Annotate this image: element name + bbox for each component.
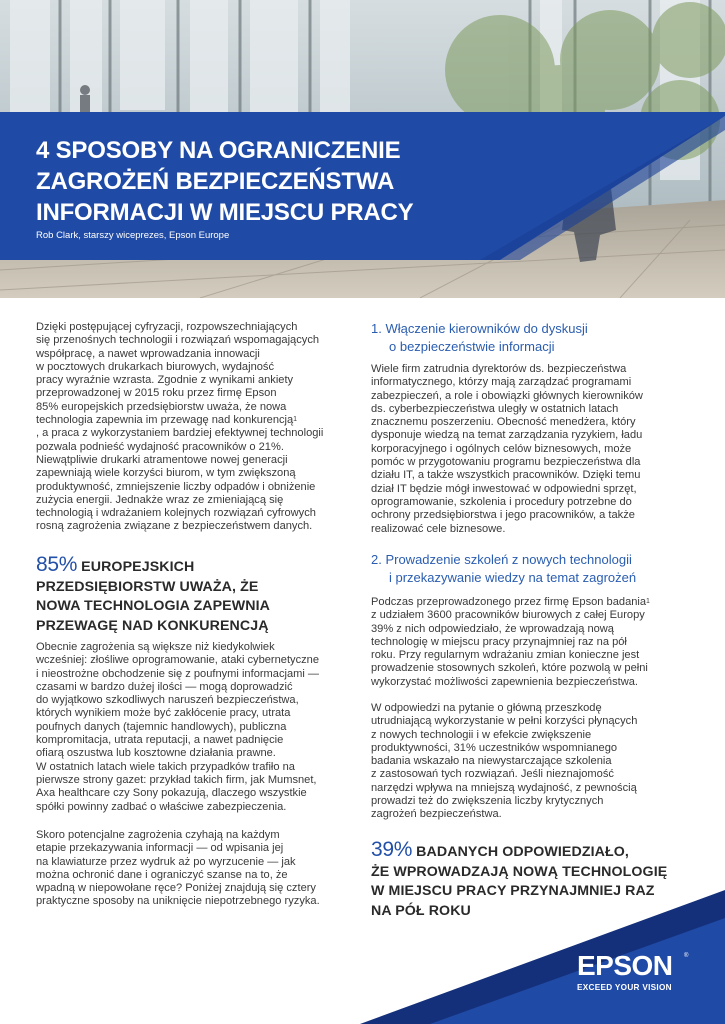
section-2-heading [371, 551, 636, 587]
author-byline: Rob Clark, starszy wiceprezes, Epson Europe [36, 230, 230, 241]
text-line: prowadzenie stosownych szkoleń, które pozwolą w pełni [371, 662, 648, 675]
section-2-paragraph-2 [371, 702, 689, 822]
text-line: 39% z nich odpowiedziało, że wprowadzają nową [371, 622, 614, 635]
callout-line: NA PÓŁ ROKU [371, 902, 471, 919]
text-line: i nieostrożne obchodzenie się z poufnymi informacjami — [36, 667, 320, 680]
intro-paragraph [36, 321, 354, 534]
text-line: produktywność, zmniejszenie liczby odpadów i obniżenie [36, 480, 316, 493]
text-line: działu IT, a także wszystkich pracowników. Dzięki temu [371, 469, 641, 482]
text-line: pozwala podnieść wydajność pracowników o 21%. [36, 440, 284, 453]
page-title [36, 135, 476, 228]
text-line: z nowych technologii i w efekcie zwiększenie [371, 728, 592, 741]
footnote-marker: 1 [646, 598, 650, 605]
text-line: z zastosowań tych rozwiązań. Jeśli nieznajomość [371, 768, 614, 781]
text-line: ochrony przedsiębiorstwa i jego pracowników, a także [371, 509, 635, 522]
text-line: praktyczne sposoby na uniknięcie niepotrzebnego ryzyka. [36, 895, 320, 908]
text-line: roku. Przy regularnym wdrażaniu zmian konieczne jest [371, 649, 640, 662]
text-line: wpadną w niepowołane ręce? Poniżej znajdują się cztery [36, 882, 316, 895]
section-2-paragraph-1 [371, 596, 689, 689]
text-line: Obecnie zagrożenia są większe niż kiedykolwiek [36, 641, 275, 653]
text-line: informatycznego, którzy mają zarządzać programami [371, 376, 632, 389]
text-line: się przenośnych technologii i rozwiązań wspomagających [36, 334, 320, 347]
text-line: utrudniającą wykorzystanie w pełni korzyści płynących [371, 715, 638, 728]
text-line: ofiarą oszustwa lub kosztowne działania prawne. [36, 747, 276, 760]
text-line: oprogramowanie, szkolenia i procedury potrzebne do [371, 495, 632, 508]
text-line: przeprowadzonej w 2015 roku przez firmę Epson [36, 387, 277, 400]
callout-text: EUROPEJSKICH [77, 559, 195, 575]
text-line: zabezpieczeń, a role i obowiązki głównych kierowników [371, 389, 643, 402]
title-line: ZAGROŻEŃ BEZPIECZEŃSTWA [36, 168, 395, 195]
text-line: których wynikiem może być zakłócenie pracy, utrata [36, 707, 291, 720]
text-line: wykorzystać możliwości zapewnienia bezpieczeństwa. [371, 675, 638, 688]
heading-line: o bezpieczeństwie informacji [389, 339, 555, 354]
text-line: W odpowiedzi na pytanie o główną przeszkodę [371, 702, 602, 714]
text-line: produktywności, 31% uczestników wspomnianego [371, 741, 618, 754]
text-line: ds. cyberbezpieczeństwa uległy w ostatnich latach [371, 402, 619, 415]
text-line: zużycia energii. Jednakże wraz ze zmieniającą się [36, 493, 284, 506]
text-line: wcześniej: złośliwe oprogramowanie, ataki cybernetyczne [36, 654, 320, 667]
text-line: spółki powinny zadbać o właściwe zabezpieczenia. [36, 800, 287, 813]
text-line: z udziałem 3600 pracowników biurowych z całej Europy [371, 609, 645, 622]
text-line: 85% europejskich przedsiębiorstw uważa, że nowa [36, 400, 287, 413]
text-line: Wiele firm zatrudnia dyrektorów ds. bezpieczeństwa [371, 363, 627, 375]
text-line: poufnych danych (tajemnic handlowych), publiczna [36, 720, 287, 733]
text-line: Skoro potencjalne zagrożenia czyhają na każdym [36, 829, 280, 841]
text-line: na klawiaturze przez wydruk aż po wyrzucenie — jak [36, 855, 296, 868]
text-line: zagrożeń bezpieczeństwa. [371, 808, 502, 821]
callout-line [36, 555, 270, 578]
text-fragment: technologia zapewnia im przewagę nad konkurencją [36, 414, 294, 427]
section-1-body [371, 363, 689, 536]
text-line: technologię w miejscu pracy przynajmniej raz na pół [371, 635, 627, 648]
title-line: 4 SPOSOBY NA OGRANICZENIE [36, 137, 401, 164]
text-line: pracy wyraźnie wzrasta. Zgodnie z wynikami ankiety [36, 374, 294, 387]
text-line [36, 414, 354, 427]
text-line: rosną zagrożenia związane z bezpieczeństwem danych. [36, 520, 313, 533]
text-line: pomóc w przygotowaniu programu bezpieczeństwa dla [371, 456, 641, 469]
text-line: korporacyjnego i ogólnych celów biznesowych, może [371, 442, 632, 455]
callout-line: NOWA TECHNOLOGIA ZAPEWNIA [36, 598, 270, 614]
text-line: kompromitacja, utrata reputacji, a nawet padnięcie [36, 734, 284, 747]
callout-line: PRZEWAGĘ NAD KONKURENCJĄ [36, 617, 269, 634]
text-line: dysponuje wiedzą na temat zarządzania ryzykiem, ładu [371, 429, 643, 442]
text-line: współpracę, a nawet wprowadzania innowacji [36, 347, 260, 360]
text-line: do wyjątkowo szkodliwych naruszeń bezpieczeństwa, [36, 694, 299, 707]
heading-line: 2. Prowadzenie szkoleń z nowych technologii [371, 552, 632, 567]
callout-text: BADANYCH ODPOWIEDZIAŁO, [412, 844, 629, 860]
text-line: w pocztowych drukarkach biurowych, wydajność [36, 360, 275, 373]
text-line: Dzięki postępującej cyfryzacji, rozpowszechniających [36, 321, 298, 333]
text-line: można ochronić dane i ograniczyć szanse na to, że [36, 868, 288, 881]
text-line: W ostatnich latach wiele takich przypadków trafiło na [36, 760, 295, 773]
brand-tagline: EXCEED YOUR VISION [577, 983, 672, 992]
stat-percent: 39% [371, 838, 413, 861]
stat-callout-85 [36, 555, 270, 636]
text-line: badania wskazało na niewystarczające szkolenia [371, 755, 612, 768]
callout-line: W MIEJSCU PRACY PRZYNAJMNIEJ RAZ [371, 883, 655, 899]
text-line: technologią i wdrażaniem kolejnych rozwiązań cyfrowych [36, 507, 316, 520]
section-1-heading [371, 320, 588, 356]
callout-line: PRZEDSIĘBIORSTW UWAŻA, ŻE [36, 578, 259, 595]
callout-line: ŻE WPROWADZAJĄ NOWĄ TECHNOLOGIĘ [371, 863, 668, 880]
title-line: INFORMACJI W MIEJSCU PRACY [36, 199, 414, 226]
text-line: prowadzi też do zwiększenia liczby krytycznych [371, 795, 604, 808]
text-line: Axa healthcare czy Sony pokazują, dlaczego wszystkie [36, 787, 307, 800]
text-line: Niewątpliwie drukarki atramentowe nowej generacji [36, 453, 288, 466]
text-line: dział IT będzie mógł inwestować w odpowiedni sprzęt, [371, 482, 637, 495]
text-line: pierwsze strony gazet: przykład takich firm, jak Mumsnet, [36, 773, 317, 786]
callout-line [371, 840, 667, 863]
heading-line: 1. Włączenie kierowników do dyskusji [371, 321, 588, 336]
text-line: , a praca z wykorzystaniem bardziej efektywnej technologii [36, 427, 324, 440]
epson-logo: EPSON [577, 950, 673, 981]
text-line [371, 596, 689, 609]
text-line: zapewniają wiele korzyści biurom, w tym zwiększoną [36, 467, 296, 480]
text-fragment: Podczas przeprowadzonego przez firmę Epson badania [371, 596, 647, 608]
text-line: realizować cele biznesowe. [371, 522, 506, 535]
heading-line: i przekazywanie wiedzy na temat zagrożeń [389, 570, 637, 585]
footnote-marker: 1 [293, 416, 298, 424]
text-line: czasami w bardzo dużej ilości — mogą doprowadzić [36, 680, 293, 693]
stat-percent: 85% [36, 553, 78, 576]
text-line: etapie przekazywania informacji — od wpisania jej [36, 842, 284, 855]
text-line: znacznemu poszerzeniu. Obecność menedżera, który [371, 416, 636, 429]
text-line: narzędzi wpływa na mniejszą wydajność, z pewnością [371, 781, 637, 794]
threats-paragraph [36, 641, 354, 814]
registered-mark: ® [684, 953, 689, 959]
